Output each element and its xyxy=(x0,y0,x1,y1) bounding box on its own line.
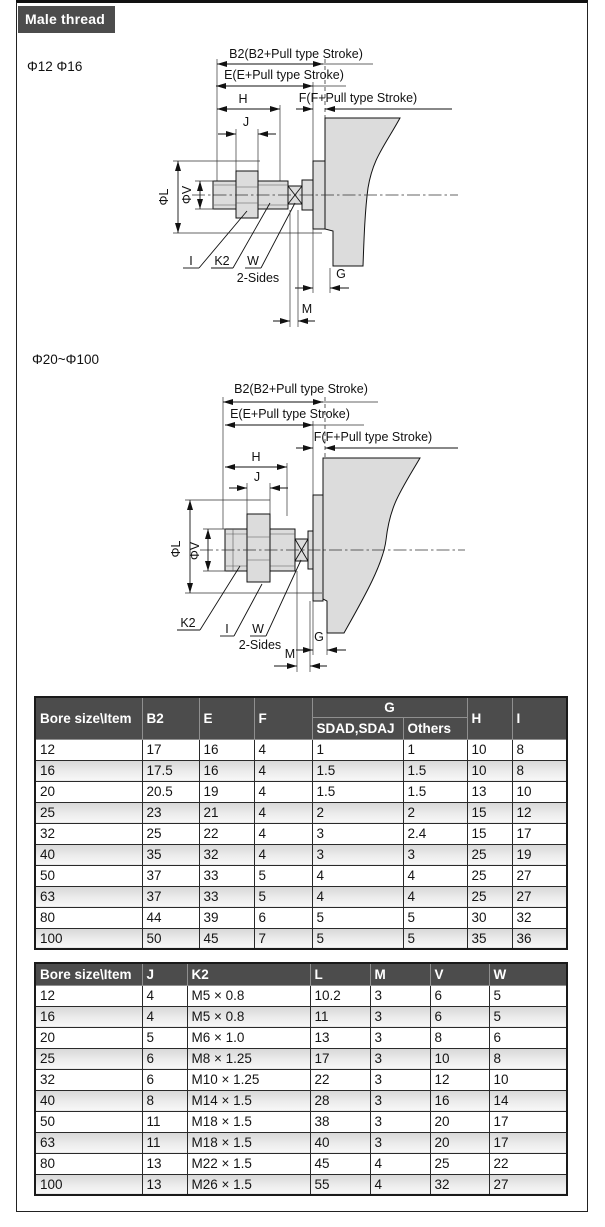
table-cell: 4 xyxy=(370,1174,430,1195)
dim-label-m: M xyxy=(284,647,296,661)
table-main-dimensions xyxy=(34,696,568,950)
table-cell: 16 xyxy=(35,760,142,781)
table-row xyxy=(35,1153,567,1174)
table-cell: 4 xyxy=(254,823,312,844)
table-cell: 63 xyxy=(35,886,142,907)
table-cell: 10 xyxy=(512,781,567,802)
table-cell: 3 xyxy=(370,1027,430,1048)
table-cell: 63 xyxy=(35,1132,142,1153)
table-cell: 4 xyxy=(254,781,312,802)
table-row xyxy=(35,1048,567,1069)
table-cell: 25 xyxy=(467,886,512,907)
table-cell: 25 xyxy=(35,1048,142,1069)
dim-label-e: E(E+Pull type Stroke) xyxy=(230,407,350,421)
table-cell: 27 xyxy=(512,865,567,886)
table-cell: 5 xyxy=(142,1027,187,1048)
table-cell: 40 xyxy=(35,1090,142,1111)
table-cell: 44 xyxy=(142,907,199,928)
table-cell: 2 xyxy=(312,802,403,823)
table-cell: 10 xyxy=(467,739,512,760)
dim-label-phi-l: ΦL xyxy=(169,540,183,558)
table-cell: 14 xyxy=(489,1090,567,1111)
table-cell: 22 xyxy=(489,1153,567,1174)
table-cell: 15 xyxy=(467,823,512,844)
table-cell: 4 xyxy=(142,985,187,1006)
dim-label-f: F(F+Pull type Stroke) xyxy=(313,430,433,444)
table-cell: 4 xyxy=(142,1006,187,1027)
table-row xyxy=(35,1111,567,1132)
table-cell: 6 xyxy=(142,1069,187,1090)
dim-label-2-sides: 2-Sides xyxy=(238,638,282,652)
table-row xyxy=(35,907,567,928)
table-row xyxy=(35,823,567,844)
table-row xyxy=(35,865,567,886)
table-row xyxy=(35,1090,567,1111)
table-cell: 20 xyxy=(430,1132,489,1153)
table-cell: 16 xyxy=(430,1090,489,1111)
table-cell: 3 xyxy=(312,823,403,844)
table-cell: 8 xyxy=(489,1048,567,1069)
table-cell: 4 xyxy=(254,739,312,760)
section-label-large-bores: Φ20~Φ100 xyxy=(32,352,99,367)
table-cell: 36 xyxy=(512,928,567,949)
dim-label-2-sides: 2-Sides xyxy=(236,271,280,285)
table-cell: 20 xyxy=(430,1111,489,1132)
table-cell: 4 xyxy=(254,844,312,865)
table-cell: 17.5 xyxy=(142,760,199,781)
table-cell: 2.4 xyxy=(403,823,467,844)
table-cell: 17 xyxy=(489,1132,567,1153)
dim-label-i: I xyxy=(225,622,229,636)
table-cell: 17 xyxy=(142,739,199,760)
table-cell: 16 xyxy=(35,1006,142,1027)
table-cell: 3 xyxy=(403,844,467,865)
dim-label-f: F(F+Pull type Stroke) xyxy=(298,91,418,105)
table-cell: 3 xyxy=(370,1111,430,1132)
column-header-m: M xyxy=(370,963,430,985)
table-cell: 4 xyxy=(370,1153,430,1174)
table-cell: 100 xyxy=(35,1174,142,1195)
table-cell: 17 xyxy=(512,823,567,844)
table-cell: 32 xyxy=(35,1069,142,1090)
table-cell: 19 xyxy=(199,781,254,802)
table-cell: 5 xyxy=(254,865,312,886)
table-cell: 80 xyxy=(35,1153,142,1174)
table-cell: 39 xyxy=(199,907,254,928)
table-cell: M26 × 1.5 xyxy=(187,1174,310,1195)
column-header-bore-size: Bore size\Item xyxy=(35,963,142,985)
section-label-small-bores: Φ12 Φ16 xyxy=(27,59,83,74)
table-cell: 1 xyxy=(312,739,403,760)
table-cell: 1.5 xyxy=(403,760,467,781)
table-cell: 16 xyxy=(199,739,254,760)
table-row xyxy=(35,739,567,760)
table-cell: 6 xyxy=(489,1027,567,1048)
table-cell: 38 xyxy=(310,1111,370,1132)
table-row xyxy=(35,1006,567,1027)
table-cell: M6 × 1.0 xyxy=(187,1027,310,1048)
table-cell: 13 xyxy=(467,781,512,802)
table-row xyxy=(35,760,567,781)
table-cell: 20.5 xyxy=(142,781,199,802)
column-header-bore-size: Bore size\Item xyxy=(35,697,142,739)
dim-label-g: G xyxy=(314,630,324,644)
table-cell: 3 xyxy=(370,985,430,1006)
table-cell: 80 xyxy=(35,907,142,928)
table-cell: 12 xyxy=(512,802,567,823)
table-cell: 3 xyxy=(370,1006,430,1027)
table-cell: 10.2 xyxy=(310,985,370,1006)
dim-label-phi-l: ΦL xyxy=(157,188,171,206)
dim-label-w: W xyxy=(252,622,264,636)
table-cell: 25 xyxy=(35,802,142,823)
table-cell: 12 xyxy=(35,739,142,760)
table-cell: 45 xyxy=(310,1153,370,1174)
column-header-g-others: Others xyxy=(403,717,467,739)
table-cell: 6 xyxy=(142,1048,187,1069)
column-header-i: I xyxy=(512,697,567,739)
table-cell: 13 xyxy=(142,1174,187,1195)
dim-label-h: H xyxy=(238,92,248,106)
table-cell: 32 xyxy=(35,823,142,844)
table-cell: 5 xyxy=(312,928,403,949)
table-cell: 4 xyxy=(312,886,403,907)
table-cell: 8 xyxy=(142,1090,187,1111)
column-header-k2: K2 xyxy=(187,963,310,985)
hex-nut-shape xyxy=(236,171,258,218)
table-cell: 25 xyxy=(467,865,512,886)
table-cell: M8 × 1.25 xyxy=(187,1048,310,1069)
table-cell: 3 xyxy=(370,1132,430,1153)
table-cell: 5 xyxy=(312,907,403,928)
table-cell: 7 xyxy=(254,928,312,949)
table-cell: 32 xyxy=(199,844,254,865)
table-cell: 27 xyxy=(512,886,567,907)
table-row xyxy=(35,844,567,865)
table-thread-dimensions xyxy=(34,962,568,1196)
table-cell: 10 xyxy=(467,760,512,781)
cylinder-drawing xyxy=(192,118,458,266)
dim-label-g: G xyxy=(336,267,346,281)
table-cell: 32 xyxy=(512,907,567,928)
dim-label-e: E(E+Pull type Stroke) xyxy=(224,68,344,82)
table-cell: 50 xyxy=(35,865,142,886)
column-header-v: V xyxy=(430,963,489,985)
column-header-f: F xyxy=(254,697,312,739)
table-cell: 22 xyxy=(199,823,254,844)
dim-label-w: W xyxy=(247,254,259,268)
table-cell: 21 xyxy=(199,802,254,823)
table-cell: M18 × 1.5 xyxy=(187,1132,310,1153)
dim-label-j: J xyxy=(242,115,250,129)
hex-nut-shape xyxy=(247,514,270,582)
table-cell: 4 xyxy=(254,802,312,823)
table-cell: 12 xyxy=(430,1069,489,1090)
column-header-l: L xyxy=(310,963,370,985)
table-cell: 8 xyxy=(430,1027,489,1048)
table-cell: 40 xyxy=(35,844,142,865)
table-cell: 6 xyxy=(254,907,312,928)
table-cell: 20 xyxy=(35,1027,142,1048)
table-cell: 15 xyxy=(467,802,512,823)
table-cell: M22 × 1.5 xyxy=(187,1153,310,1174)
table-row xyxy=(35,928,567,949)
column-header-e: E xyxy=(199,697,254,739)
table-cell: 5 xyxy=(254,886,312,907)
column-header-h: H xyxy=(467,697,512,739)
table-cell: 50 xyxy=(142,928,199,949)
table-cell: 3 xyxy=(312,844,403,865)
table-cell: 37 xyxy=(142,886,199,907)
table-cell: 11 xyxy=(142,1132,187,1153)
table-cell: 40 xyxy=(310,1132,370,1153)
table-cell: 25 xyxy=(142,823,199,844)
table-cell: 20 xyxy=(35,781,142,802)
column-header-g-sdad-sdaj: SDAD,SDAJ xyxy=(312,717,403,739)
cylinder-body-shape xyxy=(325,118,400,266)
dim-label-k2: K2 xyxy=(214,254,230,268)
dim-label-b2: B2(B2+Pull type Stroke) xyxy=(229,47,363,61)
table-row xyxy=(35,781,567,802)
table-row xyxy=(35,985,567,1006)
page-title: Male thread xyxy=(18,6,115,33)
table-cell: 25 xyxy=(467,844,512,865)
table-cell: 6 xyxy=(430,985,489,1006)
table-cell: 1.5 xyxy=(312,760,403,781)
column-header-j: J xyxy=(142,963,187,985)
table-row xyxy=(35,1132,567,1153)
table-cell: 1.5 xyxy=(403,781,467,802)
table-cell: 16 xyxy=(199,760,254,781)
table-cell: 5 xyxy=(489,1006,567,1027)
table-cell: 30 xyxy=(467,907,512,928)
table-cell: 4 xyxy=(403,865,467,886)
table-cell: 12 xyxy=(35,985,142,1006)
table-cell: 3 xyxy=(370,1069,430,1090)
table-cell: 4 xyxy=(312,865,403,886)
dim-label-phi-v: ΦV xyxy=(188,541,202,561)
table-cell: 28 xyxy=(310,1090,370,1111)
table-cell: 4 xyxy=(403,886,467,907)
table-cell: 13 xyxy=(142,1153,187,1174)
flange-shape xyxy=(313,495,323,601)
table-cell: 100 xyxy=(35,928,142,949)
table-cell: 8 xyxy=(512,739,567,760)
table-cell: 32 xyxy=(430,1174,489,1195)
cylinder-body-shape xyxy=(323,458,420,633)
table-cell: 33 xyxy=(199,886,254,907)
table-cell: 19 xyxy=(512,844,567,865)
table-cell: 5 xyxy=(403,907,467,928)
table-cell: 8 xyxy=(512,760,567,781)
dim-label-b2: B2(B2+Pull type Stroke) xyxy=(234,382,368,396)
table-cell: 5 xyxy=(489,985,567,1006)
dim-label-phi-v: ΦV xyxy=(180,185,194,205)
table-cell: 10 xyxy=(489,1069,567,1090)
dim-label-h: H xyxy=(251,450,261,464)
column-header-b2: B2 xyxy=(142,697,199,739)
table-row xyxy=(35,1069,567,1090)
table-cell: M5 × 0.8 xyxy=(187,1006,310,1027)
table-cell: 17 xyxy=(310,1048,370,1069)
table-cell: 27 xyxy=(489,1174,567,1195)
table-cell: 17 xyxy=(489,1111,567,1132)
table-cell: 33 xyxy=(199,865,254,886)
table-cell: M14 × 1.5 xyxy=(187,1090,310,1111)
dim-label-i: I xyxy=(189,254,193,268)
column-header-g: G xyxy=(312,697,467,717)
dim-label-k2: K2 xyxy=(180,616,196,630)
table-row xyxy=(35,802,567,823)
column-header-w: W xyxy=(489,963,567,985)
table-cell: 2 xyxy=(403,802,467,823)
table-row xyxy=(35,1027,567,1048)
table-cell: 6 xyxy=(430,1006,489,1027)
table-cell: M10 × 1.25 xyxy=(187,1069,310,1090)
table-cell: 1.5 xyxy=(312,781,403,802)
table-cell: 50 xyxy=(35,1111,142,1132)
table-cell: 3 xyxy=(370,1090,430,1111)
table-cell: 55 xyxy=(310,1174,370,1195)
cylinder-drawing xyxy=(200,458,465,633)
table-cell: 4 xyxy=(254,760,312,781)
table-cell: 1 xyxy=(403,739,467,760)
diagram-phi12-phi16 xyxy=(0,35,605,335)
table-row xyxy=(35,886,567,907)
table-cell: 23 xyxy=(142,802,199,823)
table-row xyxy=(35,1174,567,1195)
table-cell: 11 xyxy=(142,1111,187,1132)
table-cell: 10 xyxy=(430,1048,489,1069)
diagram-phi20-phi100 xyxy=(0,375,605,680)
table-cell: 13 xyxy=(310,1027,370,1048)
table-cell: 35 xyxy=(467,928,512,949)
dim-label-m: M xyxy=(301,302,313,316)
table-cell: 22 xyxy=(310,1069,370,1090)
table-cell: 11 xyxy=(310,1006,370,1027)
dim-label-j: J xyxy=(253,470,261,484)
table-cell: M5 × 0.8 xyxy=(187,985,310,1006)
table-cell: M18 × 1.5 xyxy=(187,1111,310,1132)
table-cell: 5 xyxy=(403,928,467,949)
table-cell: 3 xyxy=(370,1048,430,1069)
table-cell: 37 xyxy=(142,865,199,886)
table-cell: 35 xyxy=(142,844,199,865)
table-cell: 45 xyxy=(199,928,254,949)
table-cell: 25 xyxy=(430,1153,489,1174)
